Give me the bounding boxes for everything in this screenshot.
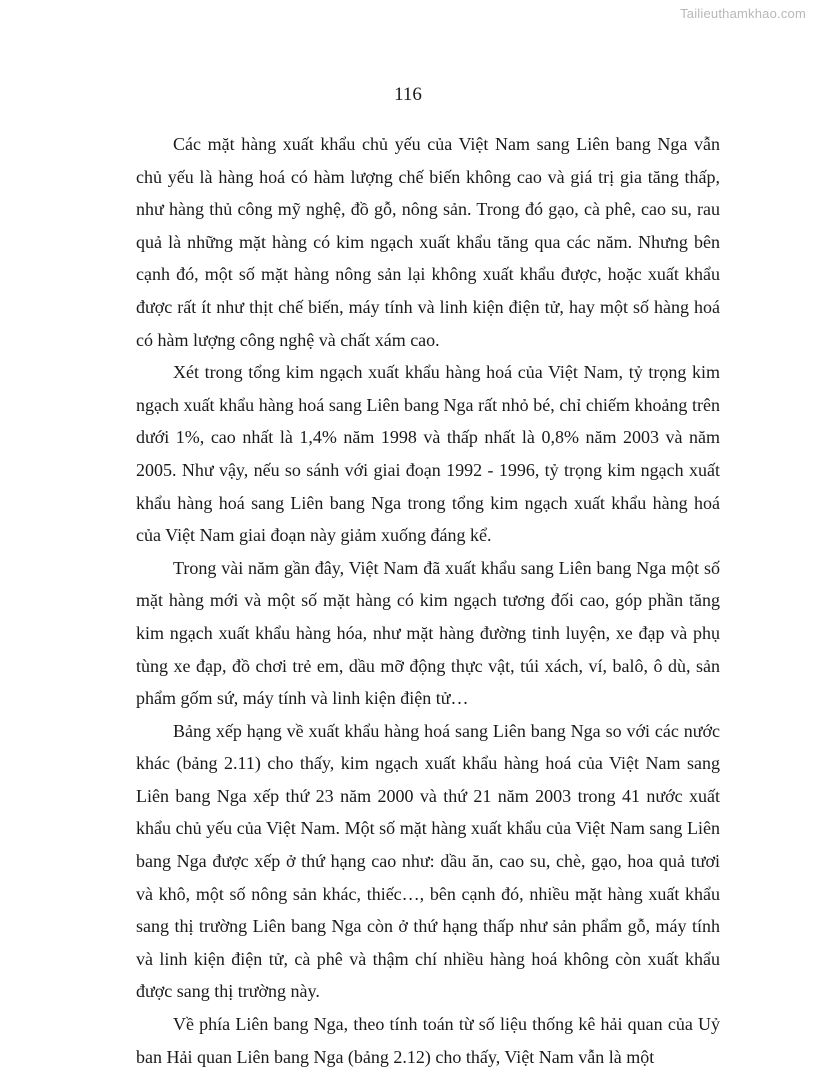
page-number: 116 <box>394 84 422 105</box>
document-body <box>136 128 720 1073</box>
paragraph: Trong vài năm gần đây, Việt Nam đã xuất khẩu sang Liên bang Nga một số mặt hàng mới và một số mặt hàng có kim ngạch tương đối cao, góp phần tăng kim ngạch xuất khẩu hàng hóa, như mặt hàng đường tinh luyện, xe đạp và phụ tùng xe đạp, đồ chơi trẻ em, dầu mỡ động thực vật, túi xách, ví, balô, ô dù, sản phẩm gốm sứ, máy tính và linh kiện điện tử… <box>136 557 720 709</box>
paragraph: Xét trong tổng kim ngạch xuất khẩu hàng hoá của Việt Nam, tỷ trọng kim ngạch xuất khẩu hàng hoá sang Liên bang Nga rất nhỏ bé, chỉ chiếm khoảng trên dưới 1%, cao nhất là 1,4% năm 1998 và thấp nhất là 0,8% năm 2003 và năm 2005. Như vậy, nếu so sánh với giai đoạn 1992 - 1996, tỷ trọng kim ngạch xuất khẩu hàng hoá sang Liên bang Nga trong tổng kim ngạch xuất khẩu hàng hoá của Việt Nam giai đoạn này giảm xuống đáng kể. <box>136 362 720 546</box>
paragraph: Về phía Liên bang Nga, theo tính toán từ số liệu thống kê hải quan của Uỷ ban Hải quan Liên bang Nga (bảng 2.12) cho thấy, Việt Nam vẫn là một <box>136 1014 720 1067</box>
paragraph: Bảng xếp hạng về xuất khẩu hàng hoá sang Liên bang Nga so với các nước khác (bảng 2.11) cho thấy, kim ngạch xuất khẩu hàng hoá của Việt Nam sang Liên bang Nga xếp thứ 23 năm 2000 và thứ 21 năm 2003 trong 41 nước xuất khẩu chủ yếu của Việt Nam. Một số mặt hàng xuất khẩu của Việt Nam sang Liên bang Nga được xếp ở thứ hạng cao như: dầu ăn, cao su, chè, gạo, hoa quả tươi và khô, một số nông sản khác, thiếc…, bên cạnh đó, nhiều mặt hàng xuất khẩu sang thị trường Liên bang Nga còn ở thứ hạng thấp như sản phẩm gỗ, máy tính và linh kiện điện tử, cà phê và thậm chí nhiều hàng hoá không còn xuất khẩu được sang thị trường này. <box>136 720 720 1002</box>
paragraph: Các mặt hàng xuất khẩu chủ yếu của Việt Nam sang Liên bang Nga vẫn chủ yếu là hàng hoá có hàm lượng chế biến không cao và giá trị gia tăng thấp, như hàng thủ công mỹ nghệ, đồ gỗ, nông sản. Trong đó gạo, cà phê, cao su, rau quả là những mặt hàng có kim ngạch xuất khẩu tăng qua các năm. Nhưng bên cạnh đó, một số mặt hàng nông sản lại không xuất khẩu được, hoặc xuất khẩu được rất ít như thịt chế biến, máy tính và linh kiện điện tử, hay một số hàng hoá có hàm lượng công nghệ và chất xám cao. <box>136 134 720 350</box>
watermark: Tailieuthamkhao.com <box>680 6 806 21</box>
